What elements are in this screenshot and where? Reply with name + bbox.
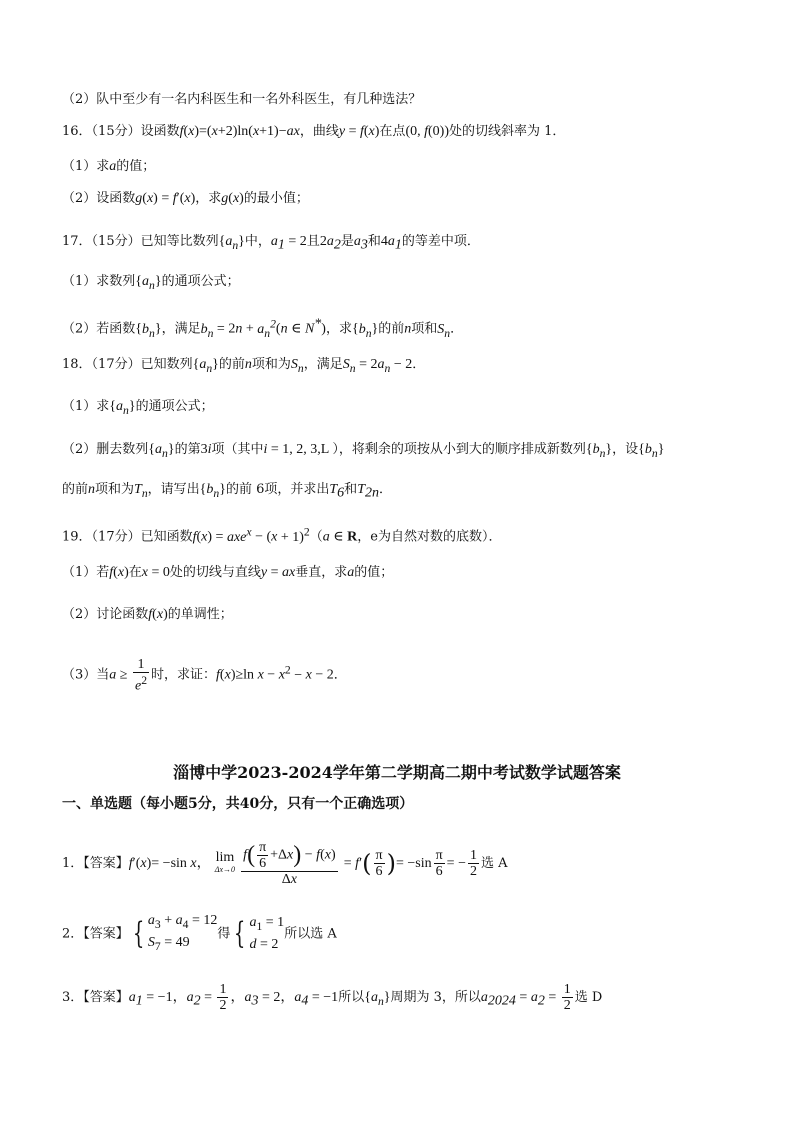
answer-1: 1．【答案】f′(x)= −sin x， lim Δx→0 f( $\frac{\pi}{6}$ +Δx) − f(x) Δx = f′( $\frac{\pi}{6}$ )= −sin $\frac{\pi}{6}$ = − $\frac{1}{2}$ 选 A <box>62 840 508 887</box>
q15-part2: （2）队中至少有一名内科医生和一名外科医生，有几种选法？ <box>62 92 422 107</box>
question-16: 16．（15分）设函数f(x)=(x+2)ln(x+1)−ax，曲线y = f(x)在点(0, f(0))处的切线斜率为 1． <box>62 124 566 139</box>
question-17: 17．（15分）已知等比数列$\{a_n\}$中，$a_1 = 2$且$2a_2$是$a_3$和$4a_1$的等差中项． <box>62 234 480 253</box>
question-19: 19．（17分）已知函数$f(x) = axe^x - (x + 1)^2(a$ ∈ R，e为自然对数的底数）． <box>62 525 502 545</box>
question-16-part1: （1）求a的值； <box>62 159 156 174</box>
section-heading: 一、单选题（每小题5分，共40分，只有一个正确选项） <box>62 796 414 812</box>
question-17-part1: （1）求数列$\{a_n\}$的通项公式； <box>62 274 240 292</box>
question-19-part1: （1）若f(x)在x = 0处的切线与直线y = ax垂直，求a的值； <box>62 565 394 580</box>
question-19-part2: （2）讨论函数f(x)的单调性； <box>62 607 233 622</box>
question-17-part2: （2）若函数$\{b_n\}$，满足$b_n = 2n + a_n^2(n$ ∈ N*)，求$\{b_n\}$的前n项和$S_n$． <box>62 316 464 340</box>
answer-title: 淄博中学2023-2024学年第二学期高二期中考试数学试题答案 <box>173 763 621 782</box>
question-18-part1: （1）求$\{a_n\}$的通项公式； <box>62 399 214 417</box>
question-16-part2: （2）设函数g(x) = f′(x)，求g(x)的最小值； <box>62 191 309 206</box>
question-18: 18．（17分）已知数列$\{a_n\}$的前n项和为$S_n$，满足$S_n = 2a_n - 2$． <box>62 357 426 375</box>
answer-2: 2．【答案】 { $a_3 + a_4 = 12$ $S_7 = 49$ 得 { $a_1 = 1$ d = 2 所以选 A <box>62 913 337 953</box>
question-19-part3: （3）当a ≥ $\frac{1}{e^2}$ 时，求证：f(x)≥ln $x - x^2 - x - 2$． <box>62 656 347 694</box>
question-18-part2: （2）删去数列$\{a_n\}$的第3i项（其中i = 1, 2, 3,L ），将剩余的项按从小到大的顺序排成新数列$\{b_n\}$，设$\{b_n\}$ <box>62 442 665 460</box>
question-18-part2-cont: 的前n项和为$T_n$，请写出$\{b_n\}$的前 6项，并求出$T_6$和$T_{2n}$． <box>62 482 392 501</box>
answer-3: 3．【答案】$a_1 = -1$，$a_2$ = $\frac{1}{2}$ ，$a_3 = 2$，$a_4 = -1$所以$\{a_n\}$周期为 3，所以$a_{2024} = a_2$ = $\frac{1}{2}$ 选 D <box>62 982 603 1013</box>
